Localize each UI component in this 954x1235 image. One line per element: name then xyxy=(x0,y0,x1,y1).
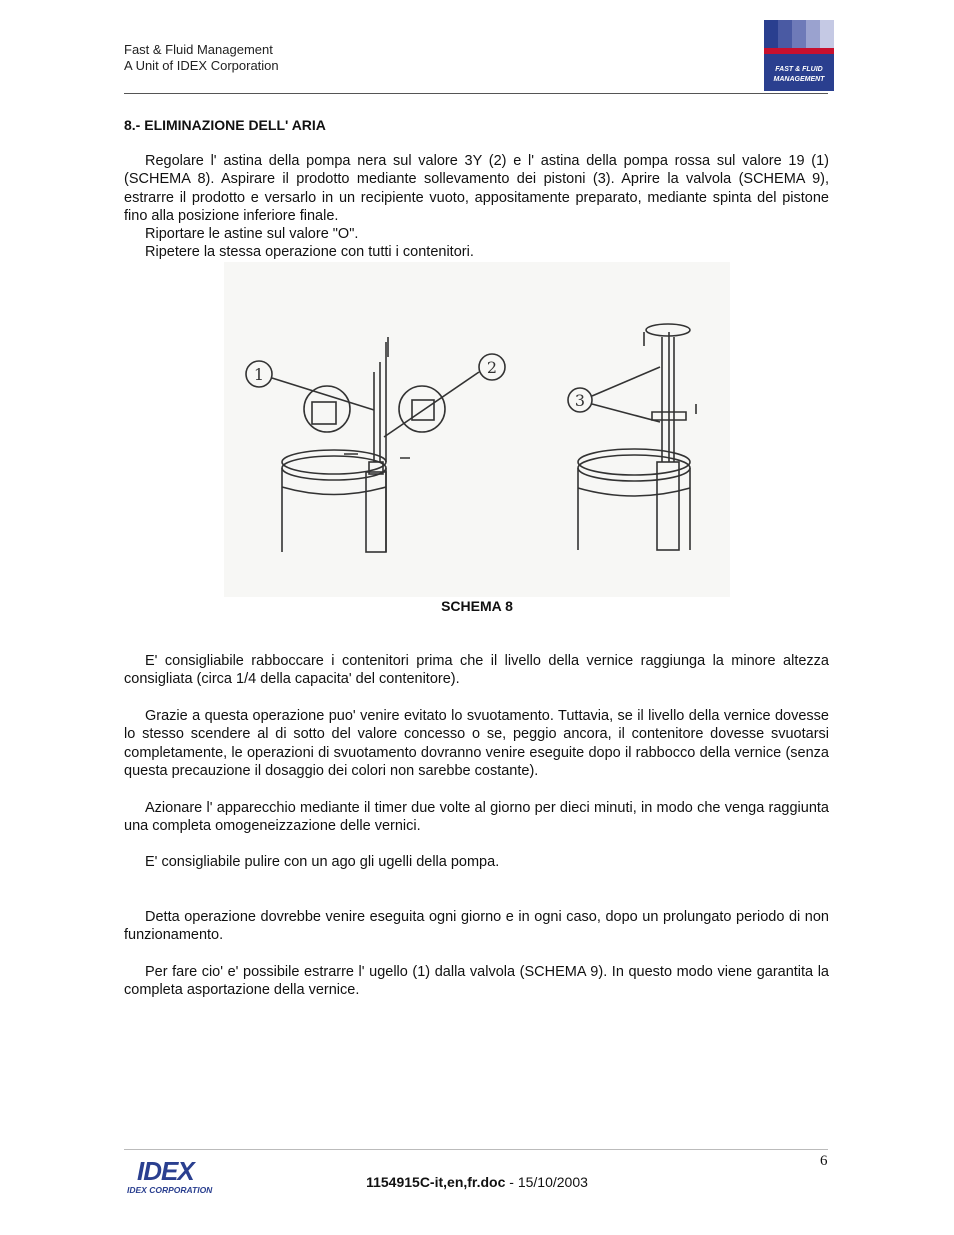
page-number: 6 xyxy=(820,1153,828,1169)
callout-1: 1 xyxy=(253,365,265,384)
body-paragraph-2: Grazie a questa operazione puo' venire evitato lo svuotamento. Tuttavia, se il livello della vernice dovesse lo stesso scendere al di sotto del valore concesso o se, peggio ancora, il contenitore dovesse svuotarsi completamente, le operazioni di svuotamento dovranno venire eseguite dopo il rabbocco della vernice (senza questa precauzione il dosaggio dei colori non sarebbe costante). xyxy=(124,708,829,779)
body-paragraph-6: Per fare cio' e' possibile estrarre l' ugello (1) dalla valvola (SCHEMA 9). In questo modo viene garantita la completa asportazione della vernice. xyxy=(124,964,829,999)
footer-document-info xyxy=(0,1174,954,1190)
header-divider xyxy=(124,93,828,94)
body-paragraph-5: Detta operazione dovrebbe venire eseguita ogni giorno e in ogni caso, dopo un prolungato periodo di non funzionamento. xyxy=(124,909,829,944)
company-name: Fast & Fluid Management xyxy=(124,42,273,57)
section-title: 8.- ELIMINAZIONE DELL' ARIA xyxy=(124,117,326,133)
idex-logo-text: IDEX xyxy=(137,1156,194,1186)
intro-line-2: Riportare le astine sul valore "O". xyxy=(145,226,359,242)
company-subtitle: A Unit of IDEX Corporation xyxy=(124,58,279,73)
callout-2: 2 xyxy=(486,358,498,377)
callout-3: 3 xyxy=(574,391,586,410)
header-company xyxy=(124,42,279,74)
figure-caption xyxy=(0,598,954,614)
body-paragraph-1: E' consigliabile rabboccare i contenitori prima che il livello della vernice raggiunga la minore altezza consigliata (circa 1/4 della capacita' del contenitore). xyxy=(124,653,829,688)
logo-text-2: MANAGEMENT xyxy=(773,76,825,83)
intro-line-3: Ripetere la stessa operazione con tutti i contenitori. xyxy=(145,244,474,261)
document-date: - 15/10/2003 xyxy=(505,1174,588,1190)
body-paragraph-4: E' consigliabile pulire con un ago gli ugelli della pompa. xyxy=(145,854,500,870)
footer-divider xyxy=(124,1149,828,1150)
body-paragraph-3: Azionare l' apparecchio mediante il timer due volte al giorno per dieci minuti, in modo che venga raggiunta una completa omogeneizzazione delle vernici. xyxy=(124,800,829,835)
caption-text: SCHEMA 8 xyxy=(441,598,513,614)
idex-logo-subtext: IDEX CORPORATION xyxy=(127,1185,213,1195)
intro-paragraph: Regolare l' astina della pompa nera sul valore 3Y (2) e l' astina della pompa rossa sul valore 19 (1) (SCHEMA 8). Aspirare il prodotto mediante sollevamento dei pistoni (3). Aprire la valvola (SCHEMA 9), estrarre il prodotto e versarlo in un recipiente vuoto, appositamente preparato, mediante spinta del pistone fino alla posizione inferiore finale. xyxy=(124,153,829,224)
fast-fluid-logo xyxy=(764,20,834,91)
logo-text-1: FAST & FLUID xyxy=(775,66,823,73)
schema-8-illustration xyxy=(224,262,730,597)
intro-lines xyxy=(124,225,829,262)
document-name: 1154915C-it,en,fr.doc xyxy=(366,1174,506,1190)
